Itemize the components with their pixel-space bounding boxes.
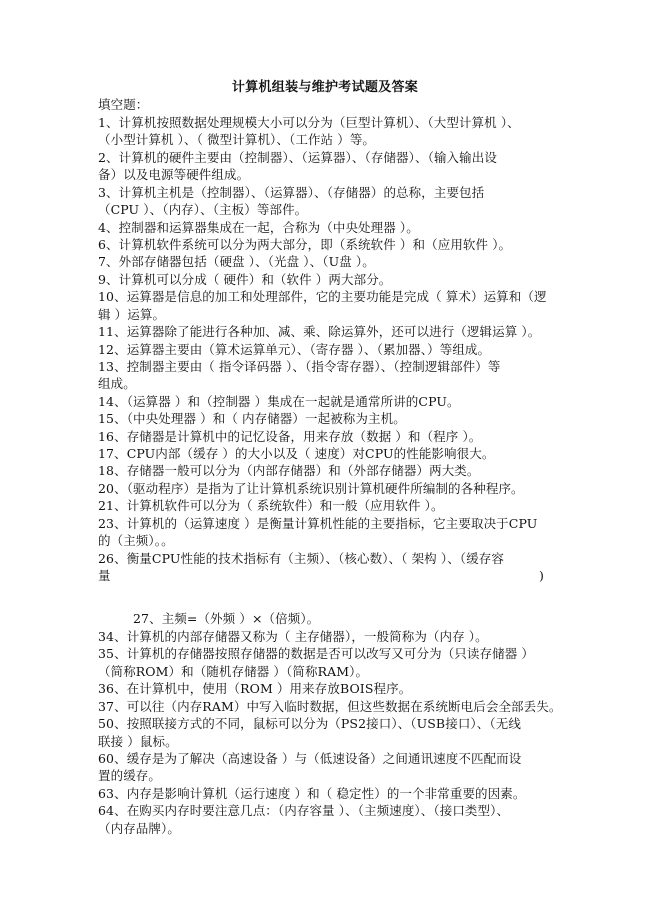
text-line: 16、存储器是计算机中的记忆设备，用来存放（数据 ）和（程序 ）。 [98, 429, 482, 444]
section-heading: 填空题： [98, 97, 149, 112]
text-line: 组成。 [98, 376, 136, 391]
text-line: 35、计算机的存储器按照存储器的数据是否可以改写又可分为（只读存储器 ） [98, 646, 534, 661]
text-line: 20、（驱动程序）是指为了让计算机系统识别计算机硬件所编制的各种程序。 [98, 481, 524, 496]
text-line: 10、运算器是信息的加工和处理部件，它的主要功能是完成（ 算术）运算和（逻 [98, 289, 547, 304]
text-line: 60、缓存是为了解决（高速设备 ）与（低速设备）之间通讯速度不匹配而设 [98, 751, 522, 766]
text-line: 1、计算机按照数据处理规模大小可以分为（巨型计算机）、（大型计算机 ）、 [98, 115, 520, 130]
text-line: （简称ROM）和（随机存储器 ）（简称RAM）。 [98, 664, 369, 679]
text-line: （小型计算机 ）、（ 微型计算机）、（工作站 ）等。 [98, 132, 376, 147]
text-line: 50、按照联接方式的不同，鼠标可以分为（PS2接口）、（USB接口）、（无线 [98, 716, 521, 731]
text-line: 26、衡量CPU性能的技术指标有（主频）、（核心数）、（ 架构 ）、（缓存容 [98, 551, 504, 566]
text-line: 17、CPU内部（缓存 ）的大小以及（ 速度）对CPU的性能影响很大。 [98, 446, 495, 461]
text-line: 12、运算器主要由（算术运算单元）、（寄存器 ）、（累加器、）等组成。 [98, 342, 491, 357]
text-line: 3、计算机主机是（控制器）、（运算器）、（存储器）的总称，主要包括 [98, 185, 485, 200]
text-line: 4、控制器和运算器集成在一起，合称为（中央处理器 ）。 [98, 220, 419, 235]
closing-parenthesis: ) [539, 568, 544, 583]
text-line: 的（主频）。。 [98, 533, 174, 548]
text-line: 64、在购买内存时要注意几点：（内存容量 ）、（主频速度）、（接口类型）、 [98, 803, 510, 818]
text-line: 9、计算机可以分成（ 硬件）和（软件 ）两大部分。 [98, 272, 392, 287]
text-line: 量 [98, 568, 111, 583]
text-line: 辑 ）运算。 [98, 307, 166, 322]
text-line: 14、（运算器 ）和（控制器 ）集成在一起就是通常所讲的CPU。 [98, 394, 460, 409]
text-line: 15、（中央处理器 ）和（ 内存储器）一起被称为主机。 [98, 411, 406, 426]
text-line: 2、计算机的硬件主要由（控制器）、（运算器）、（存储器）、（输入输出设 [98, 150, 497, 165]
text-line: 6、计算机软件系统可以分为两大部分，即（系统软件 ）和（应用软件 ）。 [98, 237, 512, 252]
text-line: （CPU ）、（内存）、（主板）等部件。 [98, 202, 308, 217]
text-line: 36、在计算机中，使用（ROM ）用来存放BOIS程序。 [98, 681, 412, 696]
text-line: 23、计算机的（运算速度 ）是衡量计算机性能的主要指标，它主要取决于CPU [98, 516, 538, 531]
text-line: 13、控制器主要由（ 指令译码器 ）、（指令寄存器）、（控制逻辑部件）等 [98, 359, 501, 374]
text-line: 34、计算机的内部存储器又称为（ 主存储器），一般简称为（内存 ）。 [98, 629, 488, 644]
text-line: （内存品牌）。 [98, 821, 180, 836]
text-line: 联接 ）鼠标。 [98, 734, 178, 749]
text-line: 21、计算机软件可以分为（ 系统软件）和一般（应用软件 ）。 [98, 498, 444, 513]
text-line: 63、内存是影响计算机（运行速度 ）和（ 稳定性）的一个非常重要的因素。 [98, 786, 526, 801]
text-line: 7、外部存储器包括（硬盘 ）、（光盘 ）、（U盘 ）。 [98, 254, 375, 269]
text-line: 18、存储器一般可以分为（内部存储器）和（外部存储器）两大类。 [98, 463, 480, 478]
text-line: 27、主频=（外频 ）×（倍频）。 [133, 611, 320, 626]
text-line: 11、运算器除了能进行各种加、减、乘、除运算外，还可以进行（逻辑运算 ）。 [98, 324, 541, 339]
document-title: 计算机组装与维护考试题及答案 [231, 80, 419, 95]
text-line: 37、可以往（内存RAM）中写入临时数据，但这些数据在系统断电后会全部丢失。 [98, 699, 562, 714]
text-line: 置的缓存。 [98, 768, 162, 783]
text-line: 备）以及电源等硬件组成。 [98, 167, 250, 182]
